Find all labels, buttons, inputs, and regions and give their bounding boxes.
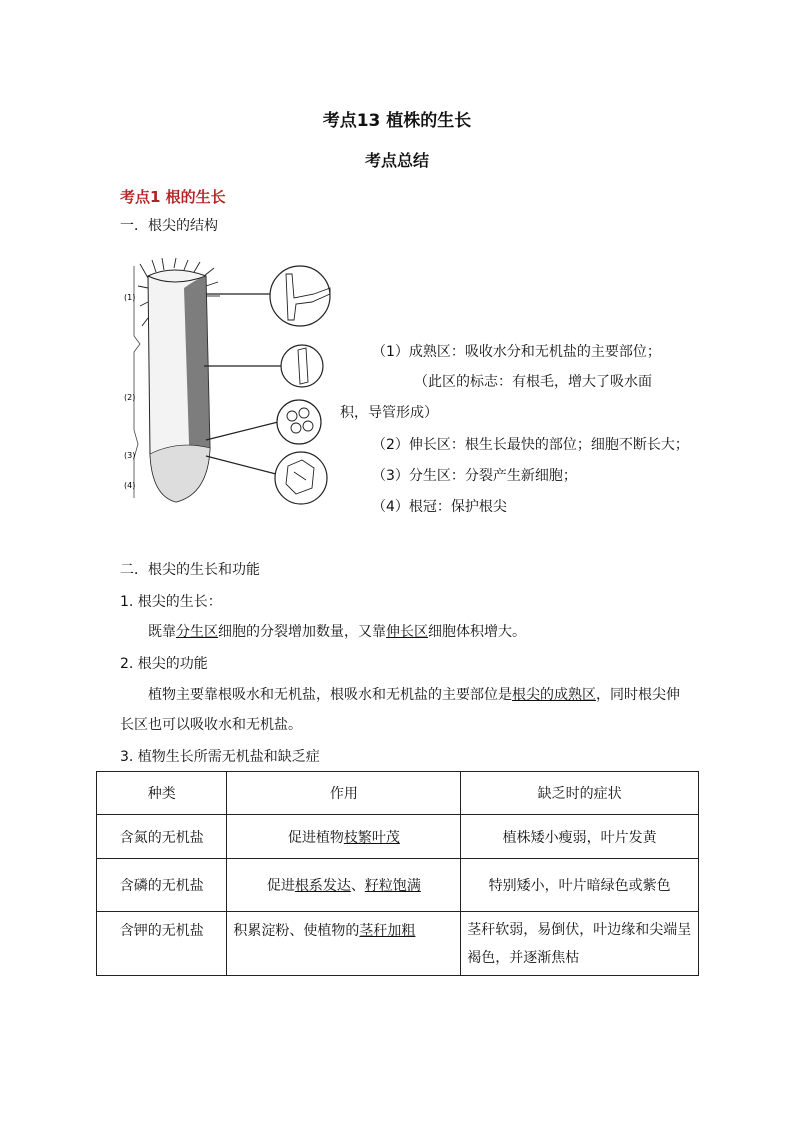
table-row bbox=[97, 912, 699, 976]
role-pre: 积累淀粉、使植物的 bbox=[233, 923, 360, 939]
legend-1c: 积，导管形成） bbox=[340, 405, 438, 421]
cell-symptom: 特别矮小，叶片暗绿色或紫色 bbox=[461, 859, 699, 912]
page-subtitle: 考点总结 bbox=[364, 151, 429, 170]
item1-text bbox=[148, 622, 526, 642]
legend-1: （1）成熟区：吸收水分和无机盐的主要部位； bbox=[372, 344, 661, 360]
cell-symptom: 植株矮小瘦弱，叶片发黄 bbox=[461, 815, 699, 859]
fig-label-2: (2) bbox=[124, 393, 136, 402]
header-role: 作用 bbox=[227, 772, 461, 815]
part1-heading: 一．根尖的结构 bbox=[120, 218, 218, 234]
item2-title: 2. 根尖的功能 bbox=[120, 656, 208, 672]
cell-role bbox=[227, 859, 461, 912]
role-underline-2: 籽粒饱满 bbox=[364, 878, 421, 894]
role-mid: 、 bbox=[350, 878, 365, 894]
table-row bbox=[97, 815, 699, 859]
legend-4: （4）根冠：保护根尖 bbox=[372, 499, 507, 515]
role-underline: 枝繁叶茂 bbox=[343, 829, 400, 846]
table-row bbox=[97, 859, 699, 912]
cell-symptom bbox=[461, 912, 699, 976]
item2-text bbox=[148, 685, 680, 705]
role-underline-1: 根系发达 bbox=[294, 878, 351, 894]
part2-heading: 二．根尖的生长和功能 bbox=[120, 562, 260, 578]
cell-kind: 含磷的无机盐 bbox=[97, 859, 227, 912]
section-heading: 考点1 根的生长 bbox=[120, 188, 226, 206]
fig-label-1: (1) bbox=[124, 293, 136, 302]
role-underline: 茎秆加粗 bbox=[359, 923, 416, 939]
item3-title: 3. 植物生长所需无机盐和缺乏症 bbox=[120, 749, 320, 765]
table-header-row bbox=[97, 772, 699, 815]
item2-line2: 长区也可以吸收水和无机盐。 bbox=[120, 717, 302, 733]
role-pre: 促进 bbox=[266, 878, 295, 894]
cell-role bbox=[227, 912, 461, 976]
cell-kind: 含钾的无机盐 bbox=[97, 912, 227, 976]
header-symptom: 缺乏时的症状 bbox=[461, 772, 699, 815]
minerals-table bbox=[96, 771, 699, 976]
item1-pre: 既靠 bbox=[148, 624, 176, 640]
item2-pre: 植物主要靠根吸水和无机盐，根吸水和无机盐的主要部位是 bbox=[148, 687, 512, 703]
legend-3: （3）分生区：分裂产生新细胞； bbox=[372, 468, 577, 484]
symptom-line-2: 褐色，并逐渐焦枯 bbox=[467, 950, 580, 966]
item2-post: ，同时根尖伸 bbox=[596, 687, 680, 703]
item1-post: 细胞体积增大。 bbox=[428, 624, 526, 640]
legend-2: （2）伸长区：根生长最快的部位；细胞不断长大； bbox=[372, 437, 689, 453]
symptom-line-1: 茎秆软弱，易倒伏，叶边缘和尖端呈 bbox=[467, 922, 692, 938]
item1-underline-2: 伸长区 bbox=[386, 624, 428, 640]
item2-underline: 根尖的成熟区 bbox=[512, 687, 596, 703]
fig-label-3: (3) bbox=[124, 451, 136, 460]
page-title: 考点13 植株的生长 bbox=[322, 111, 472, 131]
legend-1b: （此区的标志：有根毛，增大了吸水面 bbox=[414, 374, 652, 390]
cell-kind: 含氮的无机盐 bbox=[97, 815, 227, 859]
role-pre: 促进植物 bbox=[287, 829, 344, 846]
root-tip-figure bbox=[118, 258, 338, 510]
item1-mid: 细胞的分裂增加数量，又靠 bbox=[218, 624, 386, 640]
fig-label-4: (4) bbox=[124, 481, 136, 490]
item1-underline-1: 分生区 bbox=[176, 624, 218, 640]
item1-title: 1. 根尖的生长： bbox=[120, 594, 222, 610]
header-kind: 种类 bbox=[97, 772, 227, 815]
cell-role bbox=[227, 815, 461, 859]
